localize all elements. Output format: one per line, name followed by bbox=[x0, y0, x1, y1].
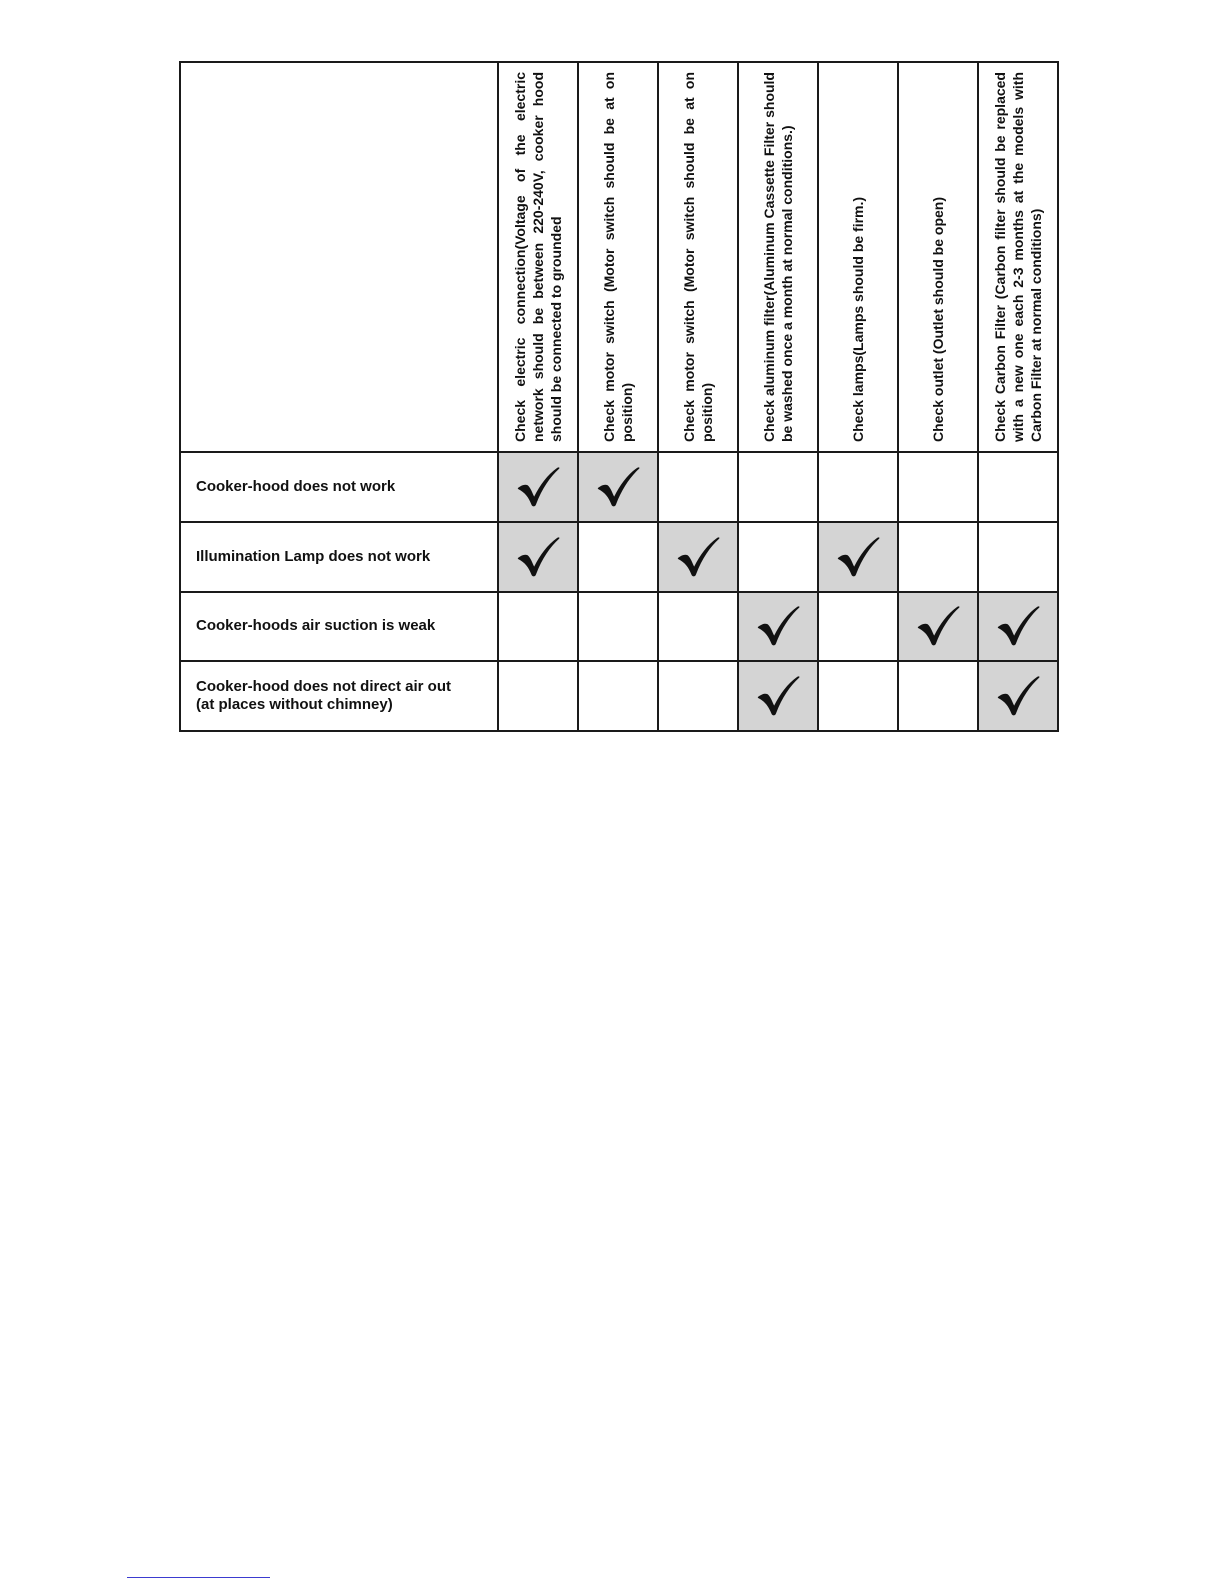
header-row bbox=[180, 62, 1058, 452]
check-cell-empty bbox=[658, 452, 738, 522]
check-cell-checked bbox=[818, 522, 898, 592]
column-header-text: Check aluminum filter(Aluminum Cassette Filter should be washed once a month at normal conditions.) bbox=[761, 72, 795, 442]
column-header-text: Check motor switch (Motor switch should be at on position) bbox=[601, 72, 635, 442]
check-cell-empty bbox=[578, 522, 658, 592]
checkmark-icon bbox=[915, 603, 961, 649]
check-cell-checked bbox=[498, 522, 578, 592]
checkmark-icon bbox=[835, 534, 881, 580]
problem-label: Cooker-hood does not direct air out (at places without chimney) bbox=[180, 661, 498, 731]
footer-link-underline bbox=[127, 1577, 270, 1578]
problem-label: Illumination Lamp does not work bbox=[180, 522, 498, 592]
checkmark-icon bbox=[755, 673, 801, 719]
check-cell-empty bbox=[658, 661, 738, 731]
checkmark-icon bbox=[515, 534, 561, 580]
check-cell-empty bbox=[898, 522, 978, 592]
problem-label: Cooker-hood does not work bbox=[180, 452, 498, 522]
checkmark-icon bbox=[995, 673, 1041, 719]
checkmark-icon bbox=[675, 534, 721, 580]
column-header bbox=[978, 62, 1058, 452]
check-cell-checked bbox=[978, 661, 1058, 731]
check-cell-empty bbox=[898, 661, 978, 731]
check-cell-checked bbox=[578, 452, 658, 522]
column-header-text: Check lamps(Lamps should be firm.) bbox=[850, 196, 866, 442]
corner-cell bbox=[180, 62, 498, 452]
checkmark-icon bbox=[995, 603, 1041, 649]
check-cell-empty bbox=[658, 592, 738, 662]
check-cell-empty bbox=[498, 661, 578, 731]
troubleshooting-table bbox=[179, 61, 1059, 732]
problem-label: Cooker-hoods air suction is weak bbox=[180, 592, 498, 662]
check-cell-checked bbox=[658, 522, 738, 592]
checkmark-icon bbox=[595, 464, 641, 510]
table-body bbox=[180, 452, 1058, 731]
check-cell-empty bbox=[738, 522, 818, 592]
table-row bbox=[180, 452, 1058, 522]
table-row bbox=[180, 522, 1058, 592]
column-header-text: Check outlet (Outlet should be open) bbox=[930, 197, 946, 442]
check-cell-checked bbox=[738, 661, 818, 731]
checkmark-icon bbox=[515, 464, 561, 510]
table-row bbox=[180, 661, 1058, 731]
check-cell-empty bbox=[978, 452, 1058, 522]
check-cell-empty bbox=[818, 592, 898, 662]
check-cell-empty bbox=[578, 661, 658, 731]
check-cell-checked bbox=[978, 592, 1058, 662]
column-header-text: Check motor switch (Motor switch should be at on position) bbox=[681, 72, 715, 442]
column-header bbox=[818, 62, 898, 452]
check-cell-checked bbox=[738, 592, 818, 662]
column-header-text: Check electric connection(Voltage of the electric network should be between 220-240V, cooker hood should be connected to grounded bbox=[512, 72, 564, 442]
check-cell-empty bbox=[498, 592, 578, 662]
check-cell-empty bbox=[898, 452, 978, 522]
column-header bbox=[738, 62, 818, 452]
check-cell-empty bbox=[818, 452, 898, 522]
check-cell-checked bbox=[898, 592, 978, 662]
check-cell-checked bbox=[498, 452, 578, 522]
checkmark-icon bbox=[755, 603, 801, 649]
check-cell-empty bbox=[978, 522, 1058, 592]
column-header-text: Check Carbon Filter (Carbon filter should be replaced with a new one each 2-3 months at the models with Carbon Filter at normal conditions) bbox=[992, 72, 1044, 442]
check-cell-empty bbox=[578, 592, 658, 662]
check-cell-empty bbox=[818, 661, 898, 731]
column-header bbox=[498, 62, 578, 452]
check-cell-empty bbox=[738, 452, 818, 522]
column-header bbox=[658, 62, 738, 452]
column-header bbox=[898, 62, 978, 452]
column-header bbox=[578, 62, 658, 452]
table-row bbox=[180, 592, 1058, 662]
